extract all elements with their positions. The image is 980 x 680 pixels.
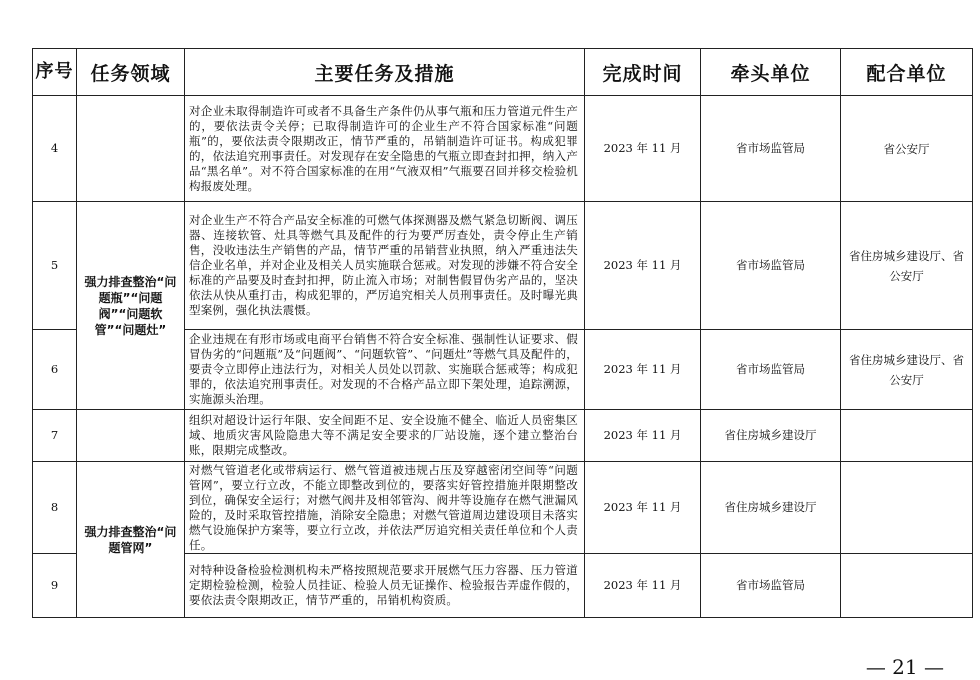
header-task: 主要任务及措施 (185, 49, 585, 96)
row-seq: 6 (33, 330, 77, 410)
task-area-cell (77, 410, 185, 462)
header-area: 任务领域 (77, 49, 185, 96)
header-date: 完成时间 (585, 49, 701, 96)
row-coop: 省住房城乡建设厅、省公安厅 (841, 330, 973, 410)
row-task: 组织对超设计运行年限、安全间距不足、安全设施不健全、临近人员密集区域、地质灾害风险隐患大等不满足安全要求的厂站设施，逐个建立整治台账，限期完成整改。 (185, 410, 585, 462)
row-task: 对特种设备检验检测机构未严格按照规范要求开展燃气压力容器、压力管道定期检验检测，检验人员挂证、检验人员无证操作、检验报告弄虚作假的，要依法责令限期改正，情节严重的，吊销机构资质。 (185, 554, 585, 618)
row-lead: 省市场监管局 (701, 96, 841, 202)
table-row (33, 410, 973, 462)
row-lead: 省住房城乡建设厅 (701, 410, 841, 462)
row-seq: 4 (33, 96, 77, 202)
task-table (32, 48, 973, 618)
row-coop (841, 462, 973, 554)
row-task: 对企业未取得制造许可或者不具备生产条件仍从事气瓶和压力管道元件生产的，要依法责令关停；已取得制造许可的企业生产不符合国家标准“问题瓶”的，要依法责令限期改正，情节严重的，吊销制造许可证书。构成犯罪的，依法追究刑事责任。对发现存在安全隐患的气瓶立即查封扣押，纳入产品“黑名单”。对不符合国家标准的在用“气液双相”气瓶要召回并移交检验机构报废处理。 (185, 96, 585, 202)
row-date: 2023 年 11 月 (585, 410, 701, 462)
table-row (33, 202, 973, 330)
row-lead: 省住房城乡建设厅 (701, 462, 841, 554)
row-coop (841, 554, 973, 618)
row-date: 2023 年 11 月 (585, 554, 701, 618)
row-task: 对企业生产不符合产品安全标准的可燃气体探测器及燃气紧急切断阀、调压器、连接软管、灶具等燃气具及配件的行为要严厉查处，责令停止生产销售，没收违法生产销售的产品，情节严重的吊销营业执照，纳入严重违法失信企业名单，并对企业及相关人员实施联合惩戒。对发现的涉嫌不符合安全标准的产品要及时查封扣押，防止流入市场；对制售假冒伪劣产品的，坚决依法从快从重打击，构成犯罪的，严厉追究相关人员刑事责任。及时曝光典型案例，强化执法震慑。 (185, 202, 585, 330)
table-row (33, 96, 973, 202)
row-seq: 9 (33, 554, 77, 618)
header-coop: 配合单位 (841, 49, 973, 96)
page-number: — 21 — (865, 655, 944, 679)
row-task: 对燃气管道老化或带病运行、燃气管道被违规占压及穿越密闭空间等“问题管网”，要立行立改，不能立即整改到位的，要落实好管控措施并限期整改到位，确保安全运行；对燃气阀井及相邻管沟、阀井等设施存在燃气泄漏风险的，及时采取管控措施，消除安全隐患；对燃气管道周边建设项目未落实燃气设施保护方案等，要立行立改，并依法严厉追究相关责任单位和个人责任。 (185, 462, 585, 554)
row-date: 2023 年 11 月 (585, 202, 701, 330)
row-lead: 省市场监管局 (701, 554, 841, 618)
table-row (33, 462, 973, 554)
row-coop: 省公安厅 (841, 96, 973, 202)
row-date: 2023 年 11 月 (585, 96, 701, 202)
row-date: 2023 年 11 月 (585, 330, 701, 410)
row-task: 企业违规在有形市场或电商平台销售不符合安全标准、强制性认证要求、假冒伪劣的“问题瓶”及“问题阀”、“问题软管”、“问题灶”等燃气具及配件的，要责令立即停止违法行为，对相关人员处以罚款、实施联合惩戒等；构成犯罪的，依法追究刑事责任。对发现的不合格产品立即下架处理，追踪溯源，实施源头治理。 (185, 330, 585, 410)
row-seq: 8 (33, 462, 77, 554)
row-date: 2023 年 11 月 (585, 462, 701, 554)
header-lead: 牵头单位 (701, 49, 841, 96)
task-area-b: 强力排查整治“问题管网” (77, 462, 185, 618)
table-header-row (33, 49, 973, 96)
header-seq: 序号 (33, 49, 77, 96)
task-area-cell (77, 96, 185, 202)
row-lead: 省市场监管局 (701, 330, 841, 410)
row-seq: 5 (33, 202, 77, 330)
row-lead: 省市场监管局 (701, 202, 841, 330)
task-area-a: 强力排查整治“问题瓶”“问题阀”“问题软管”“问题灶” (77, 202, 185, 410)
row-coop: 省住房城乡建设厅、省公安厅 (841, 202, 973, 330)
row-seq: 7 (33, 410, 77, 462)
row-coop (841, 410, 973, 462)
